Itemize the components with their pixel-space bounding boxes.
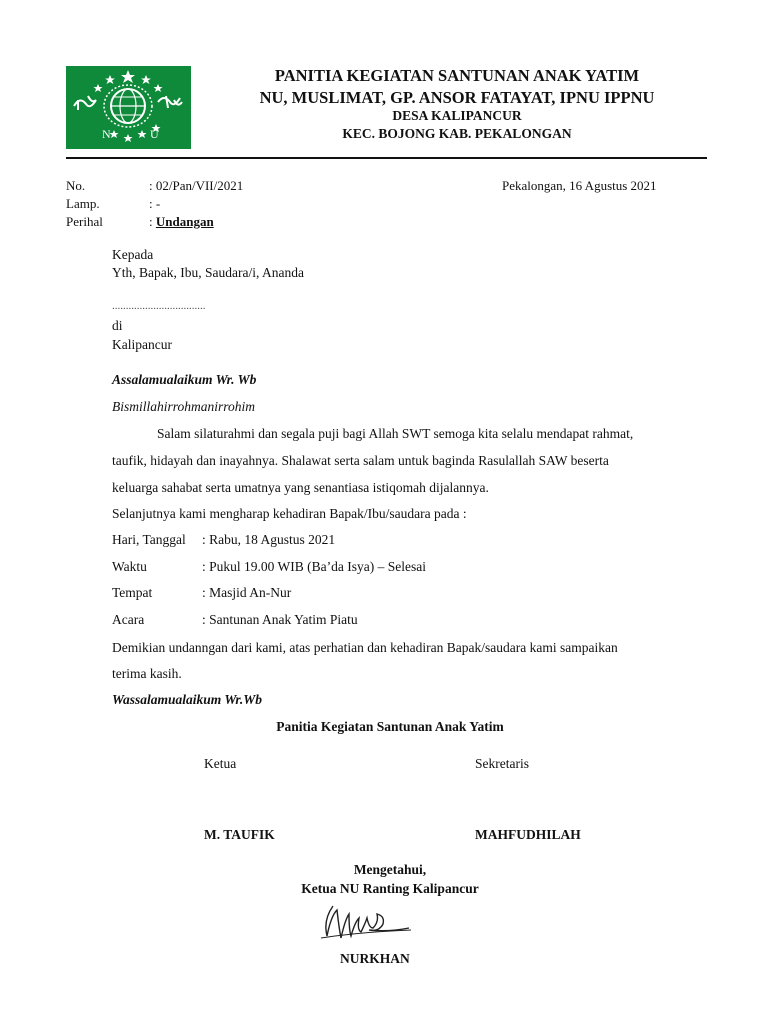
header-line-4: KEC. BOJONG KAB. PEKALONGAN bbox=[342, 126, 572, 141]
perihal-value: Undangan bbox=[155, 214, 214, 229]
signature-image bbox=[315, 898, 425, 948]
perihal-label: Perihal bbox=[66, 214, 103, 229]
detail-label-hari: Hari, Tanggal bbox=[112, 532, 186, 547]
recipient-di: di bbox=[112, 318, 123, 333]
no-value: : 02/Pan/VII/2021 bbox=[149, 178, 244, 193]
detail-value-hari: : Rabu, 18 Agustus 2021 bbox=[202, 532, 336, 547]
closing-line-1: Demikian undanngan dari kami, atas perhatian dan kehadiran Bapak/saudara kami sampaikan bbox=[112, 640, 618, 655]
ketua-title: Ketua bbox=[204, 756, 237, 771]
salam-closing: Wassalamualaikum Wr.Wb bbox=[112, 692, 263, 707]
paragraph-1-line-2: taufik, hidayah dan inayahnya. Shalawat serta salam untuk baginda Rasulallah SAW beserta bbox=[112, 453, 609, 468]
lamp-value: : - bbox=[149, 196, 161, 211]
recipient-dots: .................................. bbox=[112, 300, 206, 312]
detail-value-acara: : Santunan Anak Yatim Piatu bbox=[202, 612, 358, 627]
salam-opening: Assalamualaikum Wr. Wb bbox=[112, 372, 257, 387]
header-line-1: PANITIA KEGIATAN SANTUNAN ANAK YATIM bbox=[274, 66, 640, 85]
place-date: Pekalongan, 16 Agustus 2021 bbox=[502, 178, 657, 193]
kepada: Kepada bbox=[112, 247, 154, 262]
paragraph-1-line-3: keluarga sahabat serta umatnya yang senantiasa istiqomah dijalannya. bbox=[112, 480, 489, 495]
nu-logo bbox=[66, 66, 191, 149]
lamp-label: Lamp. bbox=[66, 196, 100, 211]
logo-letter-u: U bbox=[150, 127, 159, 141]
ranting-title: Ketua NU Ranting Kalipancur bbox=[301, 881, 479, 896]
detail-value-tempat: : Masjid An-Nur bbox=[202, 585, 292, 600]
basmalah: Bismillahirrohmanirrohim bbox=[112, 399, 256, 414]
perihal-colon: : bbox=[149, 214, 156, 229]
recipient-place: Kalipancur bbox=[112, 337, 172, 352]
mengetahui: Mengetahui, bbox=[353, 862, 427, 877]
committee-title: Panitia Kegiatan Santunan Anak Yatim bbox=[276, 719, 504, 734]
no-label: No. bbox=[66, 178, 86, 193]
perihal-row bbox=[149, 214, 214, 230]
signature-scribble-icon bbox=[315, 898, 425, 948]
paragraph-2: Selanjutnya kami mengharap kehadiran Bapak/Ibu/saudara pada : bbox=[112, 506, 467, 521]
logo-letter-n: N bbox=[102, 127, 111, 141]
header-line-2: NU, MUSLIMAT, GP. ANSOR FATAYAT, IPNU IPPNU bbox=[259, 88, 655, 107]
paragraph-1-line-1: Salam silaturahmi dan segala puji bagi Allah SWT semoga kita selalu mendapat rahmat, bbox=[157, 426, 634, 441]
detail-label-waktu: Waktu bbox=[112, 559, 147, 574]
header-line-3: DESA KALIPANCUR bbox=[392, 108, 522, 123]
detail-label-tempat: Tempat bbox=[112, 585, 153, 600]
recipient-yth: Yth, Bapak, Ibu, Saudara/i, Ananda bbox=[112, 265, 304, 280]
detail-value-waktu: : Pukul 19.00 WIB (Ba’da Isya) – Selesai bbox=[202, 559, 426, 574]
ketua-name: M. TAUFIK bbox=[204, 827, 275, 842]
nu-emblem-icon bbox=[66, 66, 191, 149]
sekretaris-name: MAHFUDHILAH bbox=[475, 827, 581, 842]
detail-label-acara: Acara bbox=[112, 612, 145, 627]
sekretaris-title: Sekretaris bbox=[475, 756, 529, 771]
ranting-name: NURKHAN bbox=[340, 951, 410, 966]
closing-line-2: terima kasih. bbox=[112, 666, 182, 681]
header-divider bbox=[66, 157, 707, 159]
